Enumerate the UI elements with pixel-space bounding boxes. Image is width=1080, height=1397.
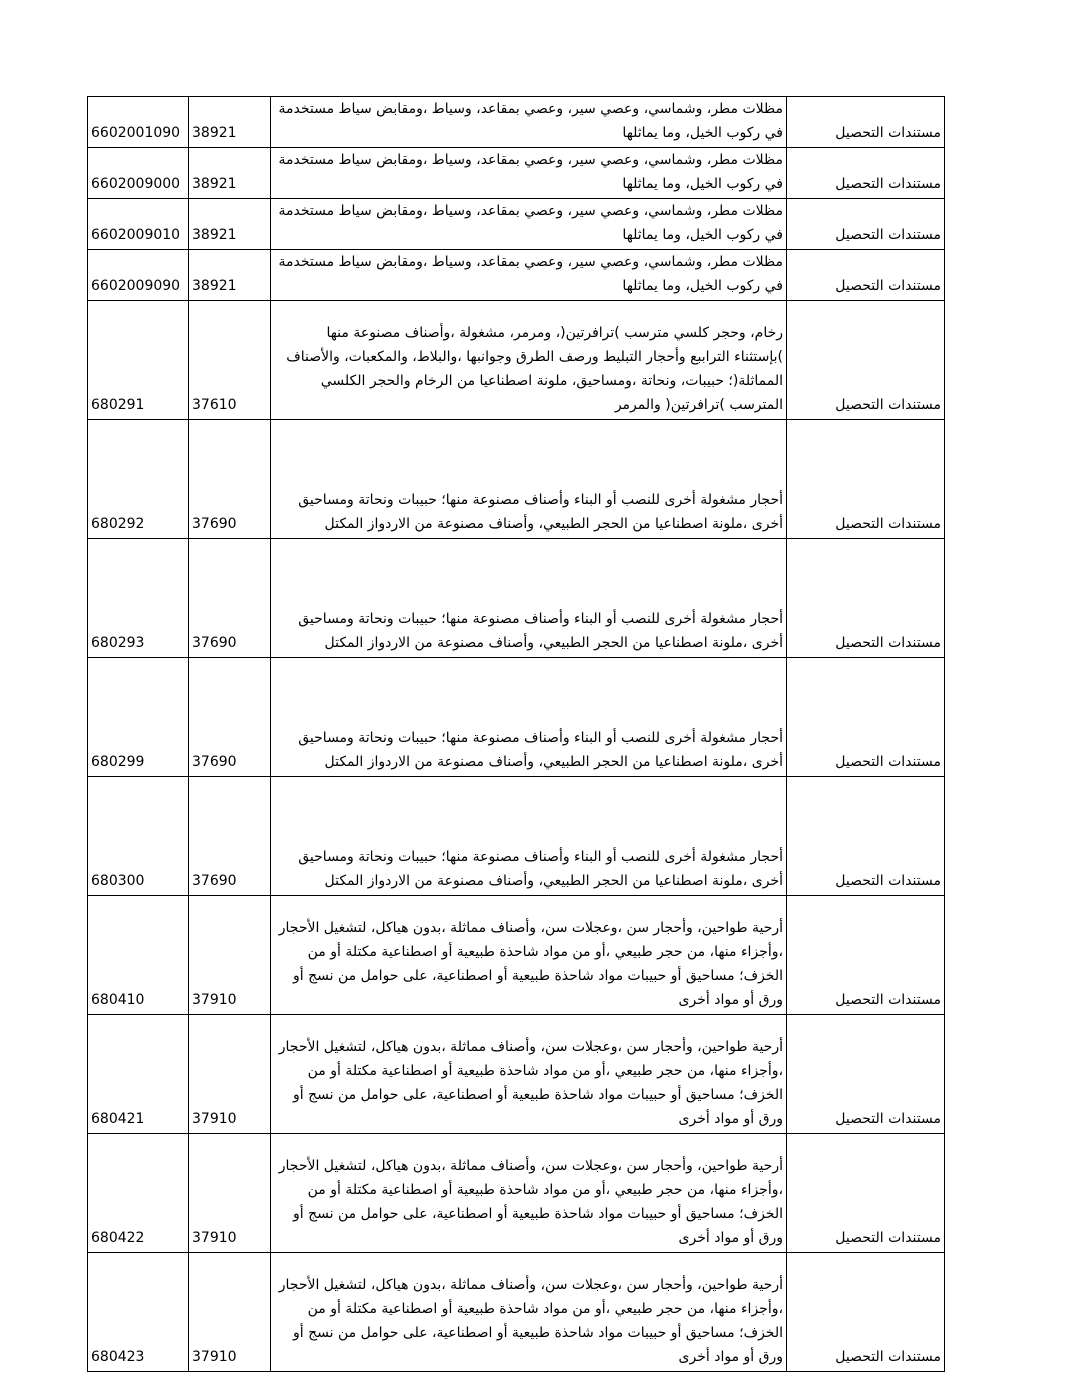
description-cell bbox=[271, 420, 787, 539]
document-type-cell: مستندات التحصيل bbox=[787, 539, 945, 658]
description-text: رخام، وحجر كلسي مترسب )ترافرتين(، ومرمر، مشغولة ،وأصناف مصنوعة منها )بإستثناء التراببع وأحجار التبليط ورصف الطرق وجوانبها ،والبلاط، والمكعبات، والأصناف المماثلة(؛ حبيبات، ونحاتة ،ومساحيق، ملونة اصطناعيا من الرخام والحجر الكلسي المترسب )ترافرتين( والمرمر bbox=[286, 325, 783, 413]
description-text: أرحية طواحين، وأحجار سن ،وعجلات سن، وأصناف مماثلة ،بدون هياكل، لتشغيل الأحجار ،وأجزاء منها، من حجر طبيعي ،أو من مواد شاحذة طبيعية أو اصطناعية مكتلة أو من الخزف؛ مساحيق أو حبيبات مواد شاحذة طبيعية أو اصطناعية، على حوامل من نسج أو ورق أو مواد أخرى bbox=[278, 1158, 783, 1246]
ref-number-cell: 37910 bbox=[189, 1134, 271, 1253]
description-cell bbox=[271, 896, 787, 1015]
document-type-cell: مستندات التحصيل bbox=[787, 1015, 945, 1134]
document-type-cell: مستندات التحصيل bbox=[787, 199, 945, 250]
description-cell bbox=[271, 658, 787, 777]
description-text: أحجار مشغولة أخرى للنصب أو البناء وأصناف مصنوعة منها؛ حبيبات ونحاتة ومساحيق أخرى ،ملونة اصطناعيا من الحجر الطبيعي، وأصناف مصنوعة من الاردواز المكتل bbox=[298, 730, 783, 770]
description-text: أحجار مشغولة أخرى للنصب أو البناء وأصناف مصنوعة منها؛ حبيبات ونحاتة ومساحيق أخرى ،ملونة اصطناعيا من الحجر الطبيعي، وأصناف مصنوعة من الاردواز المكتل bbox=[298, 849, 783, 889]
description-cell bbox=[271, 199, 787, 250]
hs-code-cell: 680423 bbox=[88, 1253, 189, 1372]
ref-number-cell: 37690 bbox=[189, 658, 271, 777]
table-row bbox=[88, 199, 945, 250]
description-cell bbox=[271, 250, 787, 301]
description-text: أرحية طواحين، وأحجار سن ،وعجلات سن، وأصناف مماثلة ،بدون هياكل، لتشغيل الأحجار ،وأجزاء منها، من حجر طبيعي ،أو من مواد شاحذة طبيعية أو اصطناعية مكتلة أو من الخزف؛ مساحيق أو حبيبات مواد شاحذة طبيعية أو اصطناعية، على حوامل من نسج أو ورق أو مواد أخرى bbox=[278, 1277, 783, 1365]
hs-code-cell: 680300 bbox=[88, 777, 189, 896]
ref-number-cell: 38921 bbox=[189, 97, 271, 148]
ref-number-cell: 37610 bbox=[189, 301, 271, 420]
table-row bbox=[88, 1253, 945, 1372]
description-cell bbox=[271, 777, 787, 896]
ref-number-cell: 37690 bbox=[189, 420, 271, 539]
document-type-cell: مستندات التحصيل bbox=[787, 658, 945, 777]
ref-number-cell: 37910 bbox=[189, 1015, 271, 1134]
hs-code-cell: 680421 bbox=[88, 1015, 189, 1134]
ref-number-cell: 38921 bbox=[189, 148, 271, 199]
description-cell bbox=[271, 1015, 787, 1134]
hs-code-cell: 680410 bbox=[88, 896, 189, 1015]
table-row bbox=[88, 420, 945, 539]
hs-code-cell: 680422 bbox=[88, 1134, 189, 1253]
description-text: مظلات مطر، وشماسي، وعصي سير، وعصي بمقاعد، وسياط ،ومقابض سياط مستخدمة في ركوب الخيل، وما يماثلها bbox=[278, 152, 783, 192]
description-cell bbox=[271, 1134, 787, 1253]
ref-number-cell: 37690 bbox=[189, 777, 271, 896]
hs-code-cell: 680293 bbox=[88, 539, 189, 658]
document-type-cell: مستندات التحصيل bbox=[787, 777, 945, 896]
description-cell bbox=[271, 301, 787, 420]
description-cell bbox=[271, 1253, 787, 1372]
description-text: أرحية طواحين، وأحجار سن ،وعجلات سن، وأصناف مماثلة ،بدون هياكل، لتشغيل الأحجار ،وأجزاء منها، من حجر طبيعي ،أو من مواد شاحذة طبيعية أو اصطناعية مكتلة أو من الخزف؛ مساحيق أو حبيبات مواد شاحذة طبيعية أو اصطناعية، على حوامل من نسج أو ورق أو مواد أخرى bbox=[278, 1039, 783, 1127]
ref-number-cell: 37910 bbox=[189, 896, 271, 1015]
hs-code-cell: 680299 bbox=[88, 658, 189, 777]
document-type-cell: مستندات التحصيل bbox=[787, 1134, 945, 1253]
table-row bbox=[88, 148, 945, 199]
document-type-cell: مستندات التحصيل bbox=[787, 250, 945, 301]
document-type-cell: مستندات التحصيل bbox=[787, 97, 945, 148]
table-row bbox=[88, 896, 945, 1015]
hs-code-cell: 6602001090 bbox=[88, 97, 189, 148]
ref-number-cell: 37910 bbox=[189, 1253, 271, 1372]
description-text: مظلات مطر، وشماسي، وعصي سير، وعصي بمقاعد، وسياط ،ومقابض سياط مستخدمة في ركوب الخيل، وما يماثلها bbox=[278, 101, 783, 141]
table-row bbox=[88, 539, 945, 658]
document-type-cell: مستندات التحصيل bbox=[787, 420, 945, 539]
table-row bbox=[88, 1134, 945, 1253]
table-row bbox=[88, 301, 945, 420]
hs-code-cell: 680291 bbox=[88, 301, 189, 420]
table-row bbox=[88, 97, 945, 148]
ref-number-cell: 37690 bbox=[189, 539, 271, 658]
ref-number-cell: 38921 bbox=[189, 250, 271, 301]
table-row bbox=[88, 777, 945, 896]
description-text: مظلات مطر، وشماسي، وعصي سير، وعصي بمقاعد، وسياط ،ومقابض سياط مستخدمة في ركوب الخيل، وما يماثلها bbox=[278, 203, 783, 243]
table-row bbox=[88, 658, 945, 777]
hs-code-cell: 6602009010 bbox=[88, 199, 189, 250]
description-text: أرحية طواحين، وأحجار سن ،وعجلات سن، وأصناف مماثلة ،بدون هياكل، لتشغيل الأحجار ،وأجزاء منها، من حجر طبيعي ،أو من مواد شاحذة طبيعية أو اصطناعية مكتلة أو من الخزف؛ مساحيق أو حبيبات مواد شاحذة طبيعية أو اصطناعية، على حوامل من نسج أو ورق أو مواد أخرى bbox=[278, 920, 783, 1008]
hs-code-cell: 6602009000 bbox=[88, 148, 189, 199]
document-type-cell: مستندات التحصيل bbox=[787, 1253, 945, 1372]
document-type-cell: مستندات التحصيل bbox=[787, 301, 945, 420]
table-row bbox=[88, 250, 945, 301]
description-text: أحجار مشغولة أخرى للنصب أو البناء وأصناف مصنوعة منها؛ حبيبات ونحاتة ومساحيق أخرى ،ملونة اصطناعيا من الحجر الطبيعي، وأصناف مصنوعة من الاردواز المكتل bbox=[298, 492, 783, 532]
description-cell bbox=[271, 148, 787, 199]
ref-number-cell: 38921 bbox=[189, 199, 271, 250]
table-row bbox=[88, 1015, 945, 1134]
description-text: أحجار مشغولة أخرى للنصب أو البناء وأصناف مصنوعة منها؛ حبيبات ونحاتة ومساحيق أخرى ،ملونة اصطناعيا من الحجر الطبيعي، وأصناف مصنوعة من الاردواز المكتل bbox=[298, 611, 783, 651]
description-text: مظلات مطر، وشماسي، وعصي سير، وعصي بمقاعد، وسياط ،ومقابض سياط مستخدمة في ركوب الخيل، وما يماثلها bbox=[278, 254, 783, 294]
tariff-table bbox=[87, 96, 945, 1372]
document-type-cell: مستندات التحصيل bbox=[787, 148, 945, 199]
document-type-cell: مستندات التحصيل bbox=[787, 896, 945, 1015]
hs-code-cell: 6602009090 bbox=[88, 250, 189, 301]
description-cell bbox=[271, 539, 787, 658]
hs-code-cell: 680292 bbox=[88, 420, 189, 539]
description-cell bbox=[271, 97, 787, 148]
